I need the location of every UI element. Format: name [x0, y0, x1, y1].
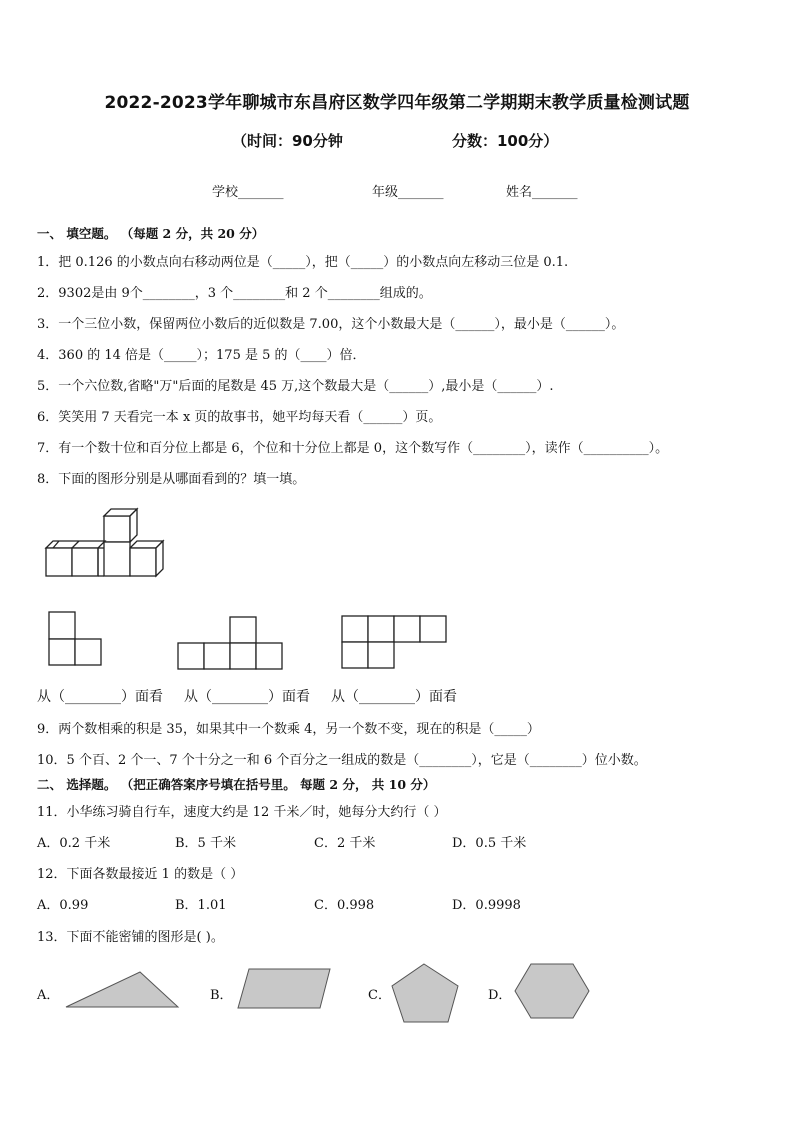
q11-option-b: B．5 千米 [175, 836, 236, 851]
question-13: 13．下面不能密铺的图形是( )。 [37, 930, 224, 945]
view-figure-3 [341, 615, 449, 671]
question-3: 3．一个三位小数，保留两位小数后的近似数是 7.00，这个小数最大是（______），最小是（______）。 [37, 317, 625, 332]
q13-option-c: C． [368, 988, 391, 1003]
question-7: 7．有一个数十位和百分位上都是 6，个位和十分位上都是 0，这个数写作（________），读作（__________）。 [37, 441, 669, 456]
question-10: 10．5 个百、2 个一、7 个十分之一和 6 个百分之一组成的数是（________），它是（________）位小数。 [37, 753, 647, 768]
school-field: 学校_______ [212, 185, 284, 200]
exam-score: 分数：100分） [452, 132, 559, 150]
question-9: 9．两个数相乘的积是 35，如果其中一个数乘 4，另一个数不变，现在的积是（_____） [37, 722, 540, 737]
grade-field: 年级_______ [372, 185, 444, 200]
cube-stack-figure [40, 506, 170, 582]
parallelogram-shape [235, 966, 333, 1012]
view-figure-2 [177, 616, 285, 672]
exam-time: （时间：90分钟 [232, 132, 343, 150]
q12-option-d: D．0.9998 [452, 898, 521, 913]
q12-option-c: C．0.998 [314, 898, 375, 913]
view-label-1: 从（________）面看 [37, 689, 163, 705]
q12-option-b: B．1.01 [175, 898, 227, 913]
question-8: 8．下面的图形分别是从哪面看到的？填一填。 [37, 472, 306, 487]
question-1: 1．把 0.126 的小数点向右移动两位是（_____），把（_____）的小数点向左移动三位是 0.1. [37, 255, 569, 270]
question-12: 12．下面各数最接近 1 的数是（ ） [37, 867, 244, 882]
view-label-2: 从（________）面看 [184, 689, 310, 705]
triangle-shape [64, 969, 182, 1011]
question-5: 5．一个六位数,省略"万"后面的尾数是 45 万,这个数最大是（______）,最小是（______）. [37, 379, 554, 394]
question-6: 6．笑笑用 7 天看完一本 x 页的故事书，她平均每天看（______）页。 [37, 410, 442, 425]
pentagon-shape [390, 962, 462, 1026]
question-11: 11．小华练习骑自行车，速度大约是 12 千米／时，她每分大约行（ ） [37, 805, 447, 820]
view-figure-1 [48, 611, 104, 667]
view-label-3: 从（________）面看 [331, 689, 457, 705]
name-field: 姓名_______ [506, 185, 578, 200]
q11-option-c: C．2 千米 [314, 836, 376, 851]
q12-option-a: A．0.99 [37, 898, 89, 913]
question-2: 2．9302是由 9个________，3 个________和 2 个________组成的。 [37, 286, 432, 301]
q11-option-d: D．0.5 千米 [452, 836, 527, 851]
hexagon-shape [513, 962, 591, 1020]
q13-option-d: D． [488, 988, 512, 1003]
q13-option-b: B． [210, 988, 233, 1003]
section-heading-fill-in: 一、 填空题。 （每题 2 分，共 20 分） [37, 226, 265, 241]
q11-option-a: A．0.2 千米 [37, 836, 111, 851]
q13-option-a: A． [37, 988, 60, 1003]
question-4: 4．360 的 14 倍是（_____）；175 是 5 的（____）倍． [37, 348, 366, 363]
section-heading-choice: 二、 选择题。 （把正确答案序号填在括号里。 每题 2 分， 共 10 分） [37, 777, 436, 792]
page-title: 2022-2023学年聊城市东昌府区数学四年级第二学期期末教学质量检测试题 [104, 93, 690, 113]
